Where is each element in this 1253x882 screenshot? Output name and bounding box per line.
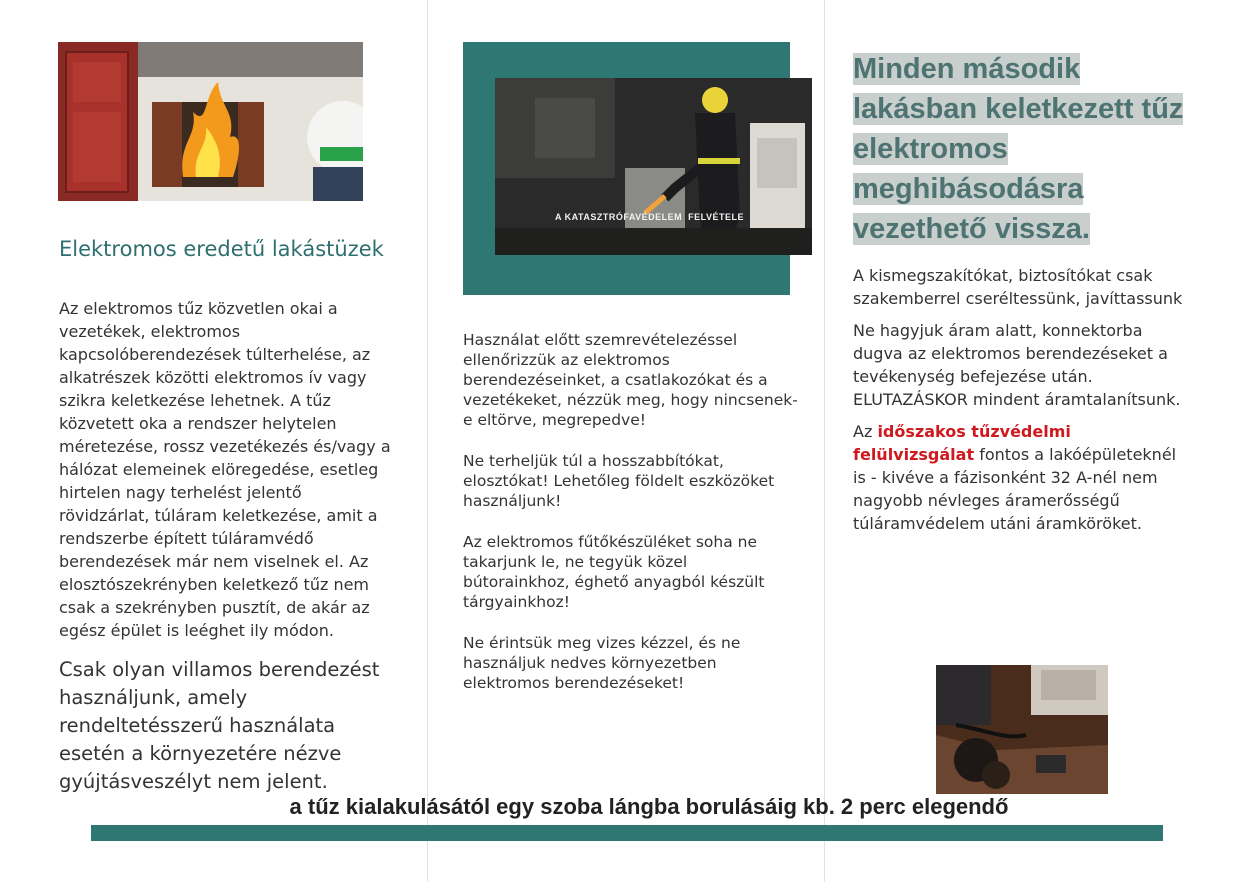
firefighter-photo xyxy=(495,78,812,255)
headline xyxy=(853,49,1193,249)
fold-line-2 xyxy=(824,0,825,882)
photo-caption: A KATASZTRÓFAVÉDELEM FELVÉTELE xyxy=(555,212,745,222)
section-title: Elektromos eredetű lakástüzek xyxy=(59,237,384,261)
tip-paragraph: Használat előtt szemrevételezéssel ellenőrizzük az elektromos berendezéseinket, a csatlakozókat és a vezetékeket, nézzük meg, hogy nincsenek-e eltörve, megrepedve! xyxy=(463,331,798,429)
safety-tips xyxy=(463,330,798,714)
tip-paragraph: Az elektromos fűtőkészüléket soha ne takarjunk le, ne tegyük közel bútorainkhoz, éghető anyagból készült tárgyainkhoz! xyxy=(463,533,765,611)
fire-cabinet-photo xyxy=(58,42,363,201)
breaker-paragraph: A kismegszakítókat, biztosítókat csak szakemberrel cseréltessünk, javíttassunk xyxy=(853,266,1183,308)
fire-causes-text: Az elektromos tűz közvetlen okai a vezetékek, elektromos kapcsolóberendezések túlterhelése, az alkatrészek közötti elektromos ív vagy szikra keletkezése lehetnek. A tűz közvetett oka a rendszer helytelen méretezése, rossz vezetékezés és/vagy a hálózat elemeinek elöregedése, esetleg hirtelen nagy terhelést jelentő rövidzárlat, túláram keletkezése, amit a rendszerbe épített túláramvédő berendezések már nem viselnek el. Az elosztószekrényben keletkező tűz nem csak a szekrényben pusztít, de akár az egész épület is leéghet ily módon. xyxy=(59,299,391,640)
unplug-paragraph: Ne hagyjuk áram alatt, konnektorba dugva az elektromos berendezéseket a tevékenység befejezése után. ELUTAZÁSKOR mindent áramtalanítsunk. xyxy=(853,321,1181,409)
maintenance-text xyxy=(853,264,1183,544)
tip-paragraph: Ne érintsük meg vizes kézzel, és ne használjuk nedves környezetben elektromos berendezéseket! xyxy=(463,634,741,692)
bottom-banner: a tűz kialakulásától egy szoba lángba borulásáig kb. 2 perc elegendő xyxy=(289,794,1009,819)
safe-device-text: Csak olyan villamos berendezést használjunk, amely rendeltetésszerű használata esetén a környezetére nézve gyújtásveszélyt nem jelent. xyxy=(59,658,380,793)
inspection-highlight: időszakos tűzvédelmi felülvizsgálat xyxy=(853,422,1071,464)
tip-paragraph: Ne terheljük túl a hosszabbítókat, elosztókat! Lehetőleg földelt eszközöket használjunk! xyxy=(463,452,775,510)
inspection-paragraph: Az időszakos tűzvédelmi felülvizsgálat fontos a lakóépületeknél is - kivéve a fázisonként 32 A-nél nem nagyobb névleges áramerősségű túláramvédelem utáni áramköröket. xyxy=(853,422,1177,533)
bottom-accent-bar xyxy=(91,825,1163,841)
fold-line-1 xyxy=(427,0,428,882)
headline-text: Minden második lakásban keletkezett tűz elektromos meghibásodásra vezethető vissza. xyxy=(853,53,1184,245)
burned-outlet-photo xyxy=(936,665,1108,794)
